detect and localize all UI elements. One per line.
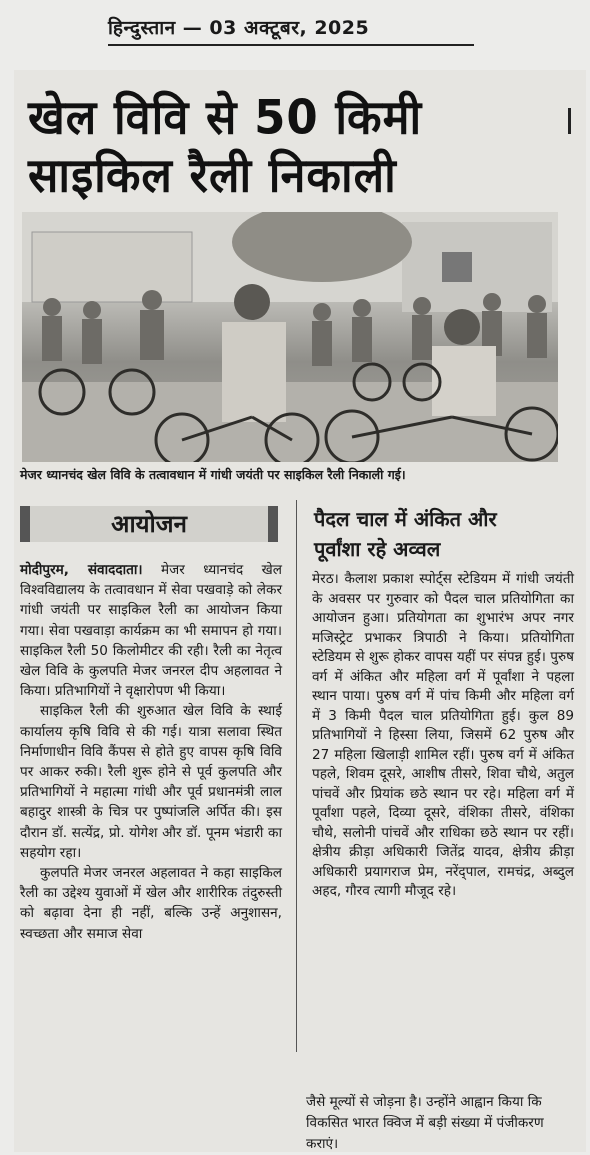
left-paragraph-3: कुलपति मेजर जनरल अहलावत ने कहा साइकिल रैली का उद्देश्य युवाओं में खेल और शारीरिक तंदुरुस्ती को बढ़ावा देना ही नहीं, बल्कि उन्हें अनुशासन, स्वच्छता और समाज सेवा — [20, 865, 282, 942]
headline-line-2: साइकिल रैली निकाली — [28, 147, 397, 204]
photo-illustration — [22, 212, 558, 462]
section-label-box — [20, 506, 278, 542]
left-column — [20, 560, 282, 944]
left-paragraph-1 — [20, 560, 282, 701]
section-label: आयोजन — [111, 510, 187, 538]
right-title-line-1: पैदल चाल में अंकित और — [314, 507, 497, 531]
masthead-text: हिन्दुस्तान — 03 अक्टूबर, 2025 — [108, 17, 370, 39]
photo-caption: मेजर ध्यानचंद खेल विवि के तत्वावधान में गांधी जयंती पर साइकिल रैली निकाली गई। — [20, 467, 406, 482]
right-article-text: मेरठ। कैलाश प्रकाश स्पोर्ट्स स्टेडियम में गांधी जयंती के अवसर पर गुरुवार को पैदल चाल प्रतियोगिता का आयोजन हुआ। प्रतियोगता का शुभारंभ अपर नगर मजिस्ट्रेट प्रभाकर त्रिपाठी ने किया। प्रतियोगिता स्टेडियम से शुरू होकर वापस यहीं पर संपन्न हुई। पुरुष वर्ग में अंकित और महिला वर्ग में पूर्वांशा ने पहला स्थान पाया। पुरुष वर्ग में पांच किमी और महिला वर्ग में 3 किमी पैदल चाल प्रतियोगिता हुई। कुल 89 प्रतिभागियों ने हिस्सा लिया, जिसमें 62 पुरुष और 27 महिला खिलाड़ी शामिल रहीं। पुरुष वर्ग में अंकित पहले, शिवम दूसरे, आशीष तीसरे, शिवा चौथे, अतुल पांचवें और प्रियांक छठे स्थान पर रहे। महिला वर्ग में पूर्वांशा पहले, दिव्या दूसरे, वंशिका तीसरे, वंशिका चौथे, सलोनी पांचवें और राधिका छठे स्थान पर रहीं। क्षेत्रीय क्रीड़ा अधिकारी जितेंद्र यादव, क्षेत्रीय क्रीड़ा अधिकारी प्रयागराज प्रेम, नरेंद्पाल, रामचंद्र, अब्दुल अहद, गौरव त्यागी मौजूद रहे। — [312, 571, 574, 899]
masthead — [0, 8, 590, 48]
right-article-body — [312, 570, 574, 902]
right-column-continuation — [306, 1092, 572, 1155]
right-article-title — [314, 504, 564, 564]
right-title-line-2: पूर्वांशा रहे अव्वल — [314, 537, 441, 561]
margin-mark — [568, 108, 571, 134]
dateline: मोदीपुरम, संवाददाता। — [20, 562, 143, 578]
left-paragraph-1-text: मेजर ध्यानचंद खेल विश्वविद्यालय के तत्वावधान में सेवा पखवाड़े को लेकर गांधी जयंती पर साइकिल रैली का आयोजन किया गया। सेवा पखवाड़ा कार्यक्रम का भी समापन हो गया। साइकिल रैली 50 किलोमीटर की रही। रैली का नेतृत्व खेल विवि के कुलपति मेजर जनरल दीप अहलावत ने किया। प्रतिभागियों ने वृक्षारोपण भी किया। — [20, 562, 283, 700]
left-paragraph-2: साइकिल रैली की शुरुआत खेल विवि के स्थाई कार्यालय कृषि विवि से की गई। यात्रा सलावा स्थित निर्माणाधीन विवि कैंपस से होते हुए वापस कृषि विवि पर आकर रुकी। रैली शुरू होने से पूर्व कुलपति और प्रतिभागियों ने महात्मा गांधी और पूर्व प्रधानमंत्री लाल बहादुर शास्त्री के चित्र पर पुष्पांजलि अर्पित की। इस दौरान डॉ. सत्येंद्र, प्रो. योगेश और डॉ. पूनम भंडारी का सहयोग रहा। — [20, 703, 282, 861]
news-photo — [22, 212, 558, 462]
right-tail-text: जैसे मूल्यों से जोड़ना है। उन्होंने आह्वान किया कि विकसित भारत क्विज में बड़ी संख्या में पंजीकरण कराएं। — [306, 1094, 544, 1152]
column-rule — [296, 500, 297, 1052]
masthead-underline — [108, 44, 474, 46]
headline-line-1: खेल विवि से 50 किमी — [28, 89, 423, 146]
